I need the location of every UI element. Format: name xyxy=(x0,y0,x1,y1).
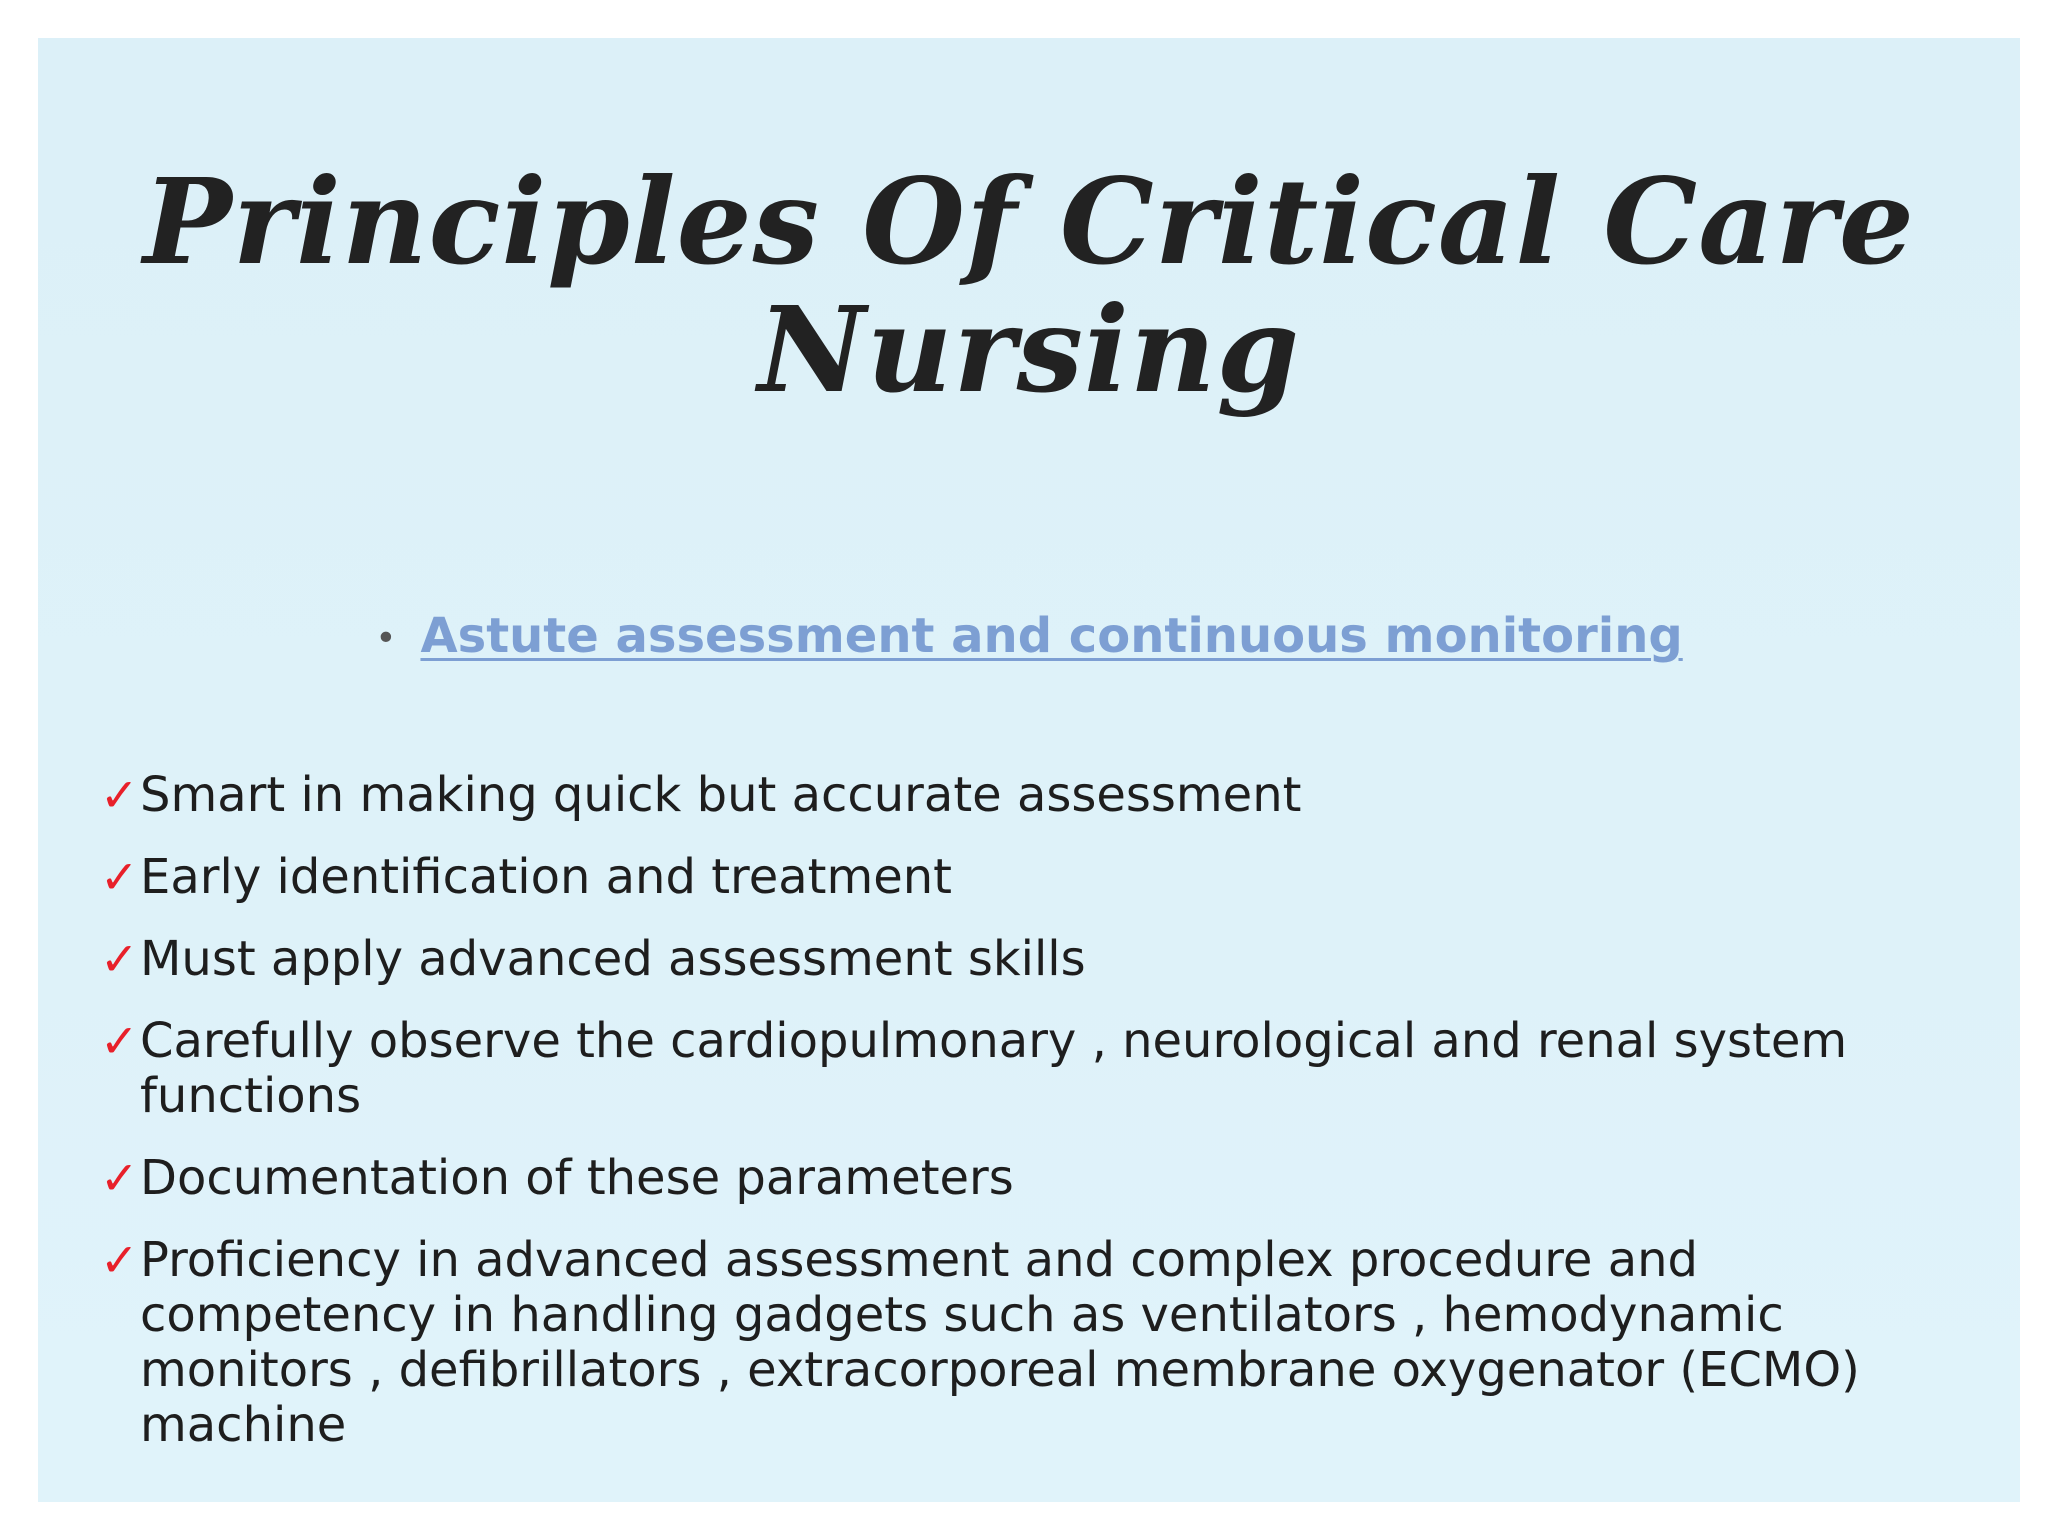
list-item-text: Must apply advanced assessment skills xyxy=(140,931,1086,987)
list-item xyxy=(100,1151,1980,1206)
list-item xyxy=(100,1014,1980,1124)
slide-title-line1: Principles Of Critical Care xyxy=(143,152,1915,291)
check-icon: ✓ xyxy=(100,1233,139,1287)
subheading xyxy=(38,606,2020,669)
slide xyxy=(38,38,2020,1502)
list-item xyxy=(100,768,1980,823)
list-item xyxy=(100,850,1980,905)
list-item xyxy=(100,1233,1980,1453)
list-item xyxy=(100,932,1980,987)
check-icon: ✓ xyxy=(100,850,139,904)
bullet-icon: • xyxy=(375,618,397,659)
check-icon: ✓ xyxy=(100,932,139,986)
check-icon: ✓ xyxy=(100,1151,139,1205)
check-icon: ✓ xyxy=(100,1014,139,1068)
subheading-link[interactable]: Astute assessment and continuous monitoring xyxy=(420,608,1683,664)
list-item-text: Proficiency in advanced assessment and complex procedure and competency in handling gadgets such as ventilators , hemodynamic monitors , defibrillators , extracorporeal membrane oxygenator (ECMO) machine xyxy=(140,1232,1860,1453)
list-item-text: Carefully observe the cardiopulmonary , neurological and renal system functions xyxy=(140,1013,1848,1124)
slide-title-line2: Nursing xyxy=(757,280,1301,419)
list-item-text: Smart in making quick but accurate assessment xyxy=(140,767,1302,823)
check-icon: ✓ xyxy=(100,768,139,822)
list-item-text: Documentation of these parameters xyxy=(140,1150,1014,1206)
slide-title xyxy=(38,152,2020,419)
checklist xyxy=(100,768,1980,1480)
list-item-text: Early identification and treatment xyxy=(140,849,952,905)
